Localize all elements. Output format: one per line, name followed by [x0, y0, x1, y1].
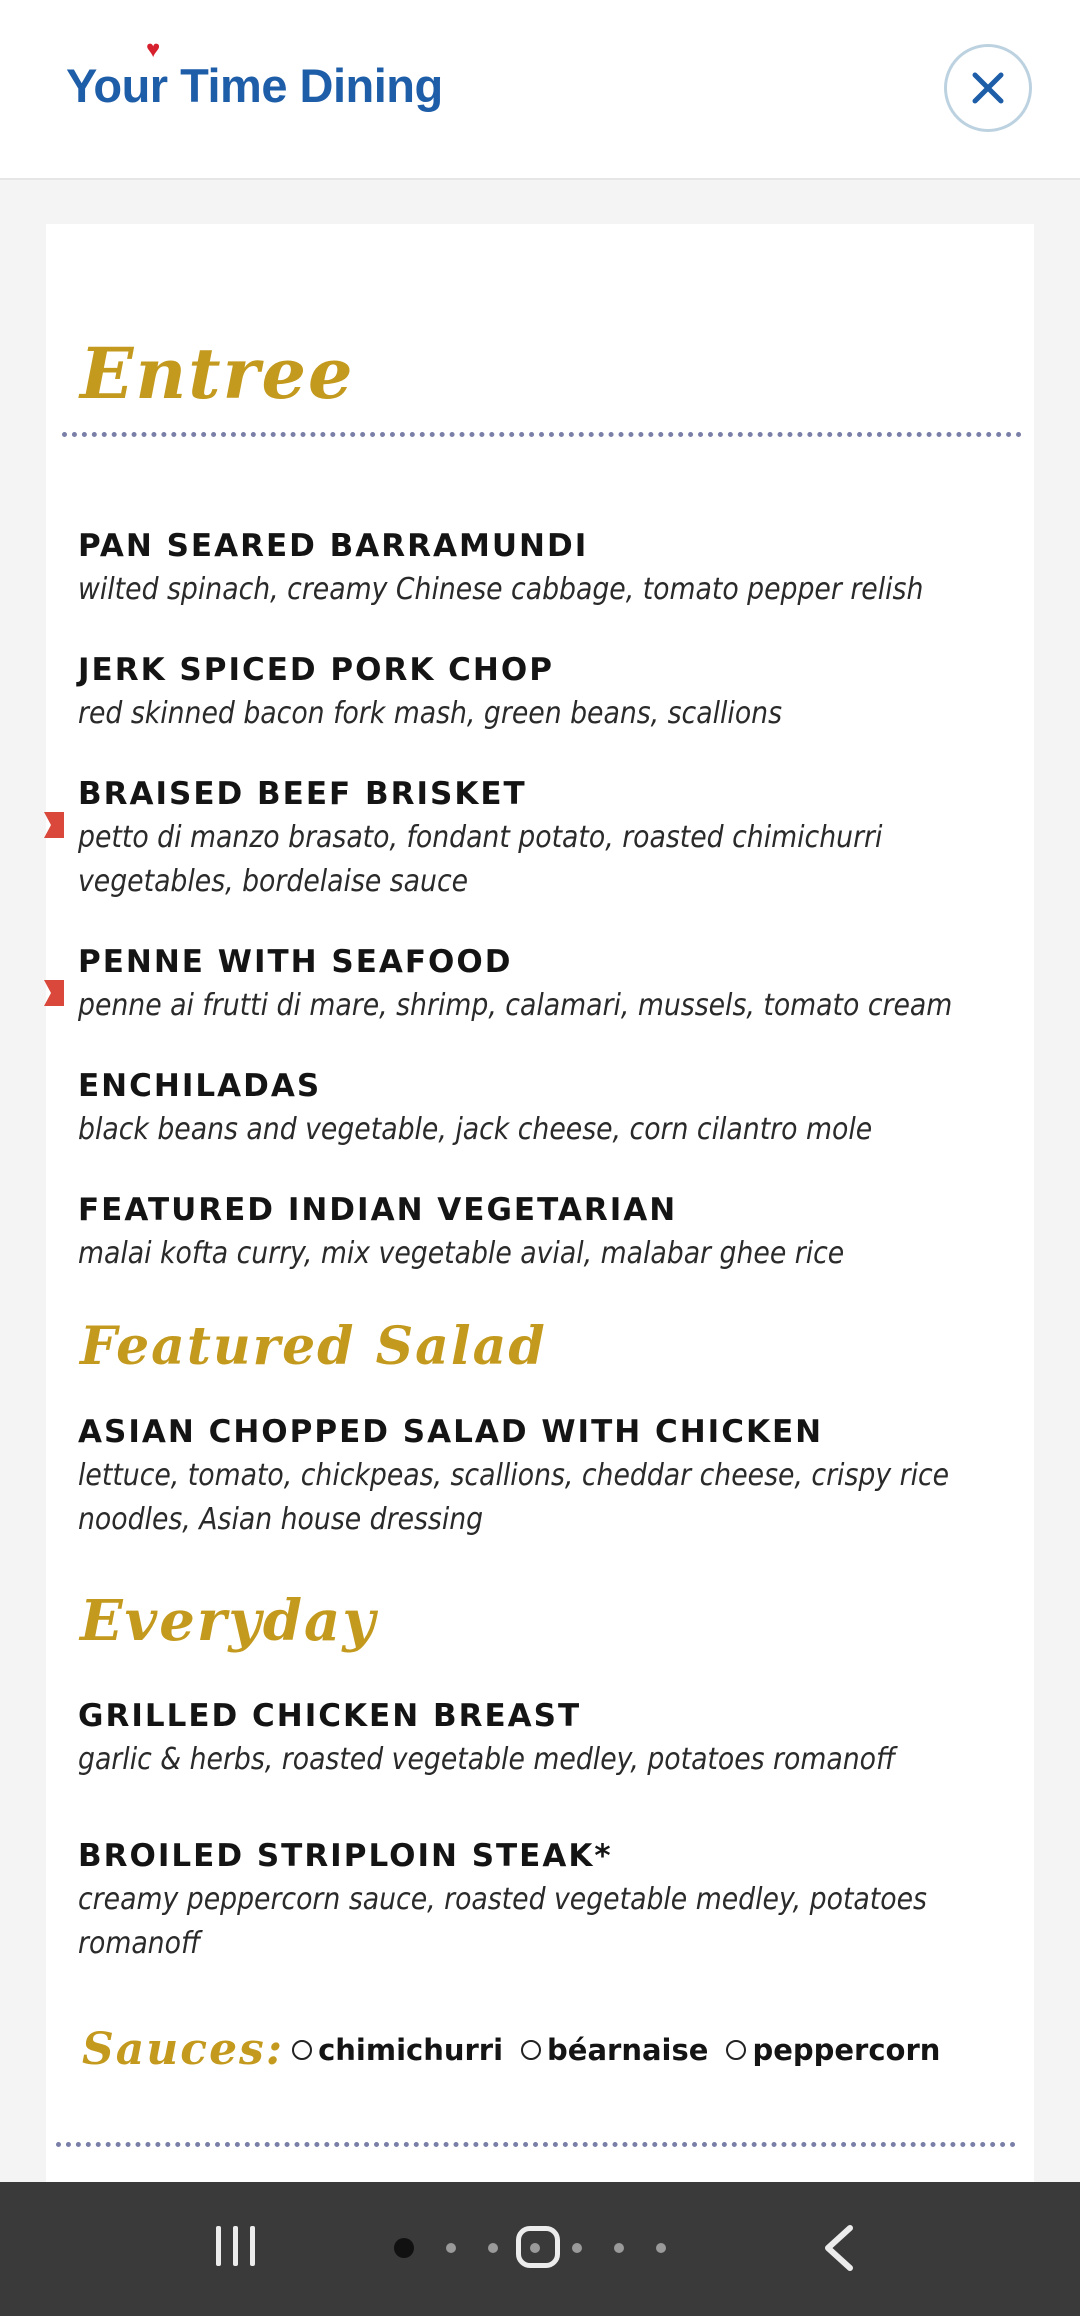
menu-item[interactable]	[78, 1834, 1018, 1966]
back-button[interactable]	[822, 2224, 856, 2272]
logo-text: Your Time Dining	[66, 59, 443, 112]
recent-apps-icon-bar	[233, 2226, 238, 2266]
item-name: ENCHILADAS	[78, 1068, 322, 1104]
sauces-row	[82, 2024, 958, 2075]
sauce-label: peppercorn	[752, 2032, 941, 2067]
menu-item[interactable]	[78, 524, 1018, 612]
menu-item[interactable]	[78, 1064, 1018, 1152]
sauce-label: chimichurri	[318, 2032, 504, 2067]
menu-card	[46, 224, 1034, 2224]
recent-apps-icon-bar	[250, 2226, 255, 2266]
item-name: PENNE WITH SEAFOOD	[78, 944, 513, 980]
radio-circle-icon	[292, 2040, 312, 2060]
sauces-label: Sauces:	[82, 2024, 285, 2075]
close-icon	[971, 71, 1005, 105]
item-name: GRILLED CHICKEN BREAST	[78, 1698, 582, 1734]
page-dot	[656, 2243, 666, 2253]
page-dot	[394, 2238, 414, 2258]
item-description: petto di manzo brasato, fondant potato, roasted chimichurri vegetables, bordelaise sauce	[78, 820, 883, 899]
menu-item[interactable]	[78, 940, 1018, 1028]
brand-logo	[66, 36, 443, 113]
sauce-option-bearnaise[interactable]	[521, 2033, 708, 2067]
home-button[interactable]	[516, 2226, 560, 2268]
item-description: penne ai frutti di mare, shrimp, calamari, mussels, tomato cream	[78, 988, 953, 1023]
sauce-label: béarnaise	[547, 2032, 709, 2067]
section-title-featured-salad: Featured Salad	[80, 1316, 547, 1377]
page-dot	[572, 2243, 582, 2253]
back-icon	[828, 2228, 850, 2268]
item-description: lettuce, tomato, chickpeas, scallions, cheddar cheese, crispy rice noodles, Asian house dressing	[78, 1458, 950, 1537]
menu-item[interactable]	[78, 1188, 1018, 1276]
item-description: wilted spinach, creamy Chinese cabbage, tomato pepper relish	[78, 572, 924, 607]
item-name: ASIAN CHOPPED SALAD WITH CHICKEN	[78, 1414, 824, 1450]
section-title-everyday: Everyday	[80, 1588, 377, 1654]
radio-circle-icon	[726, 2040, 746, 2060]
menu-item[interactable]	[78, 1410, 1018, 1542]
item-name: BROILED STRIPLOIN STEAK*	[78, 1838, 613, 1874]
page-dot	[488, 2243, 498, 2253]
marker-flag	[44, 980, 64, 1006]
item-description: red skinned bacon fork mash, green beans, scallions	[78, 696, 783, 731]
page-dot	[446, 2243, 456, 2253]
marker-flag	[44, 812, 64, 838]
section-title-entree: Entree	[80, 332, 355, 415]
item-name: FEATURED INDIAN VEGETARIAN	[78, 1192, 678, 1228]
heart-icon: ♥	[146, 36, 160, 63]
item-description: black beans and vegetable, jack cheese, corn cilantro mole	[78, 1112, 873, 1147]
recent-apps-button[interactable]	[216, 2226, 255, 2266]
divider	[56, 2142, 1016, 2147]
item-name: JERK SPICED PORK CHOP	[78, 652, 554, 688]
item-description: garlic & herbs, roasted vegetable medley, potatoes romanoff	[78, 1742, 896, 1777]
page-dot	[614, 2243, 624, 2253]
divider	[62, 432, 1022, 437]
item-description: malai kofta curry, mix vegetable avial, malabar ghee rice	[78, 1236, 845, 1271]
item-name: PAN SEARED BARRAMUNDI	[78, 528, 589, 564]
app-header	[0, 0, 1080, 180]
menu-item[interactable]	[78, 648, 1018, 736]
menu-item[interactable]	[78, 772, 1018, 904]
recent-apps-icon	[216, 2226, 221, 2266]
sauce-option-peppercorn[interactable]	[726, 2033, 940, 2067]
item-description: creamy peppercorn sauce, roasted vegetable medley, potatoes romanoff	[78, 1882, 927, 1961]
close-button[interactable]	[944, 44, 1032, 132]
radio-circle-icon	[521, 2040, 541, 2060]
sauce-option-chimichurri[interactable]	[292, 2033, 503, 2067]
menu-item[interactable]	[78, 1694, 1018, 1782]
system-navigation-bar	[0, 2182, 1080, 2316]
item-name: BRAISED BEEF BRISKET	[78, 776, 527, 812]
